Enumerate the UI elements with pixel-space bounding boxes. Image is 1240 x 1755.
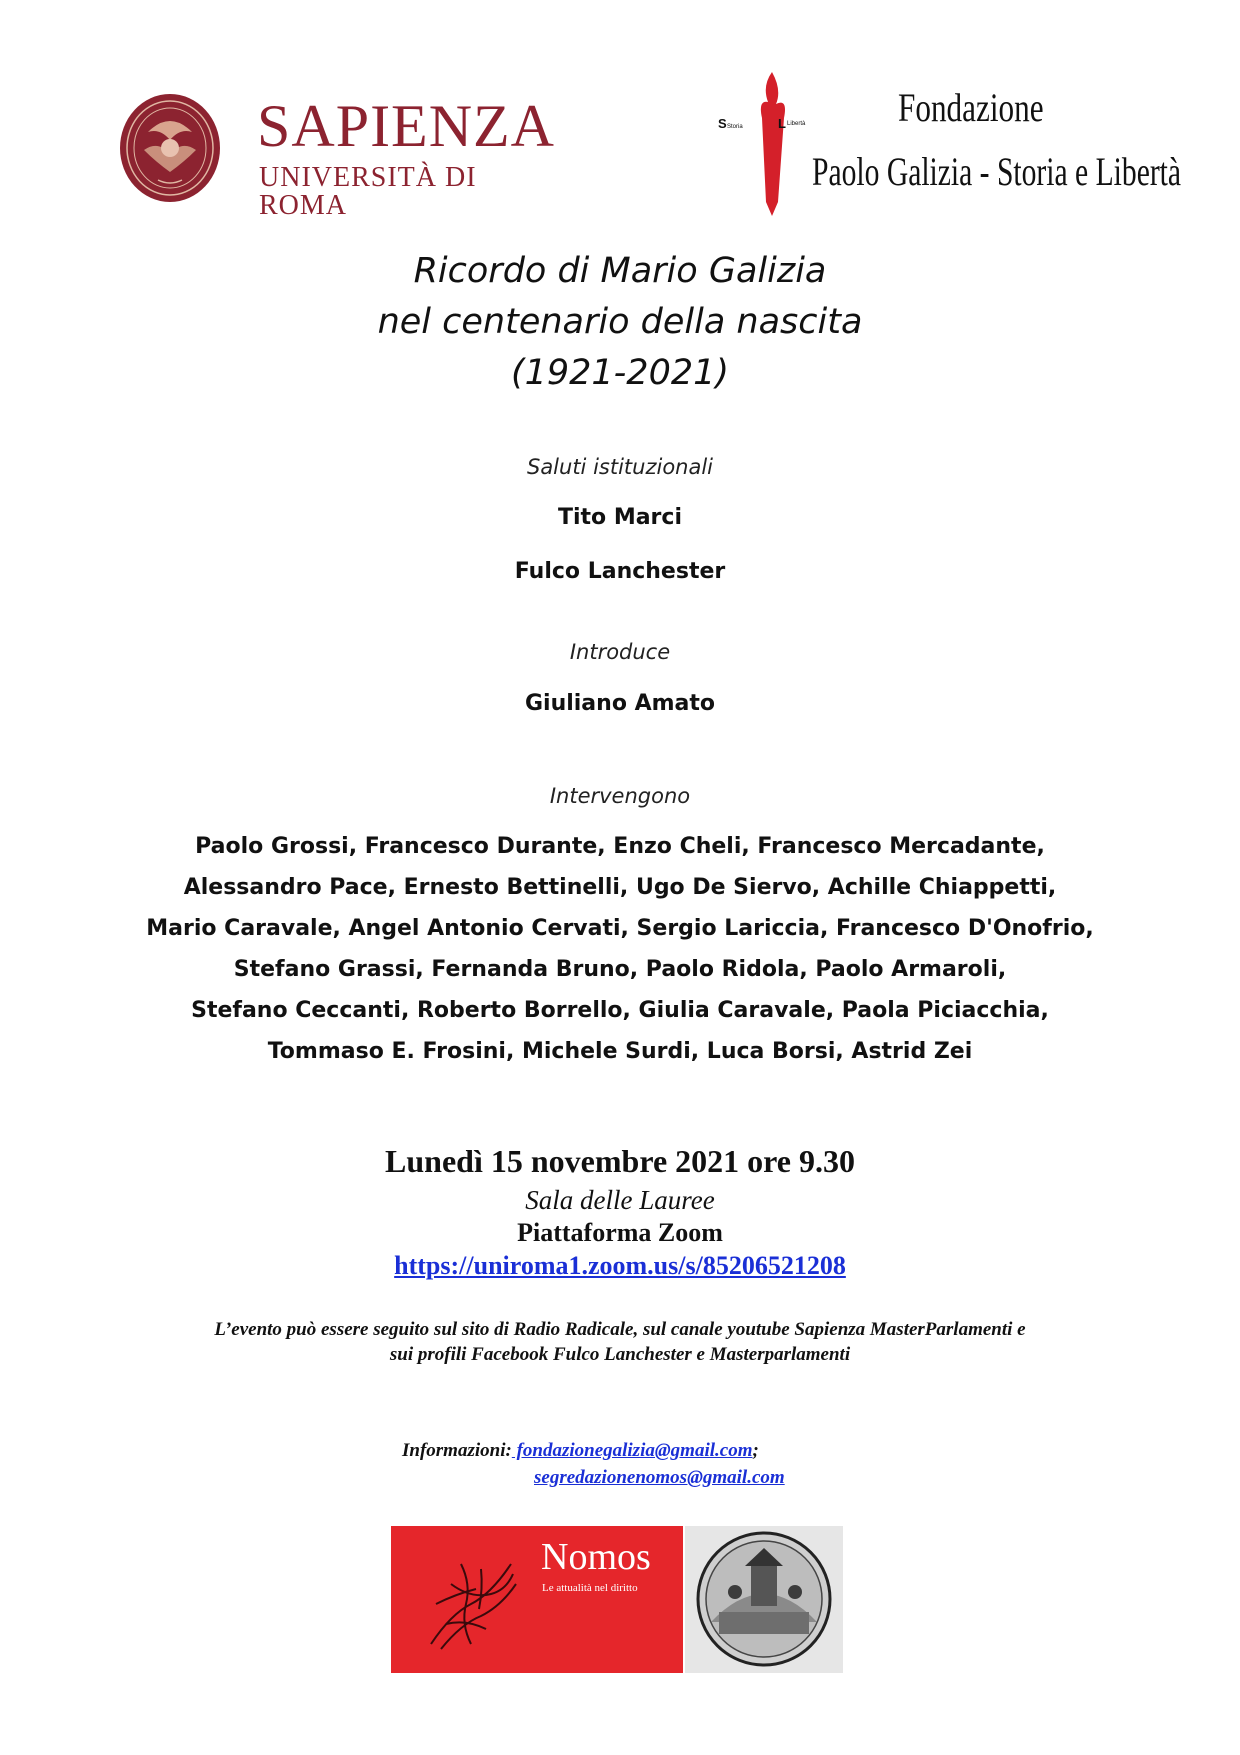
nomos-banner [391, 1526, 843, 1673]
fondazione-subtitle: Paolo Galizia - Storia e Libertà [812, 149, 1182, 194]
notice-line-1: L’evento può essere seguito sul sito di Radio Radicale, sul canale youtube Sapienza MasterParlamenti e [214, 1319, 1026, 1340]
sapienza-logo [118, 82, 556, 221]
mark-left-text: Storia [727, 124, 743, 130]
speakers-line: Stefano Ceccanti, Roberto Borrello, Giulia Caravale, Paola Piciacchia, [191, 998, 1049, 1023]
speakers-line: Tommaso E. Frosini, Michele Surdi, Luca Borsi, Astrid Zei [267, 1039, 973, 1064]
title-line-2: nel centenario della nascita [377, 302, 863, 342]
email-fondazione-link[interactable]: fondazionegalizia@gmail.com [511, 1440, 753, 1461]
introduce-label: Introduce [569, 640, 671, 664]
introduce-name: Giuliano Amato [524, 691, 716, 716]
svg-text:L: L [778, 116, 786, 131]
engraving-icon [685, 1526, 843, 1673]
nomos-engraving-image [685, 1526, 843, 1673]
svg-text:S: S [718, 116, 727, 131]
event-venue: Sala delle Lauree [525, 1185, 715, 1215]
speakers-line: Mario Caravale, Angel Antonio Cervati, Sergio Lariccia, Francesco D'Onofrio, [146, 916, 1094, 941]
intervengono-label: Intervengono [549, 784, 691, 808]
sapienza-name: SAPIENZA [257, 93, 556, 159]
saluti-label: Saluti istituzionali [526, 455, 714, 479]
info-separator: ; [752, 1440, 759, 1461]
fondazione-logo [712, 70, 1182, 220]
fondazione-torch-icon [712, 70, 822, 218]
saluti-name-2: Fulco Lanchester [514, 559, 726, 584]
sapienza-seal-icon [118, 92, 222, 204]
mark-right-text: Libertà [787, 121, 806, 127]
fondazione-title: Fondazione [898, 85, 1044, 130]
event-platform: Piattaforma Zoom [517, 1218, 723, 1247]
title-line-1: Ricordo di Mario Galizia [413, 251, 827, 291]
nomos-tagline: Le attualità nel diritto [542, 1582, 638, 1594]
speakers-line: Alessandro Pace, Ernesto Bettinelli, Ugo De Siervo, Achille Chiappetti, [183, 875, 1057, 900]
email-nomos-link[interactable]: segredazionenomos@gmail.com [534, 1467, 785, 1488]
sapienza-subtitle: UNIVERSITÀ DI ROMA [259, 162, 477, 221]
info-label: Informazioni: [402, 1440, 512, 1461]
speakers-line: Paolo Grossi, Francesco Durante, Enzo Cheli, Francesco Mercadante, [195, 834, 1045, 859]
nomos-red-panel [391, 1526, 683, 1673]
speakers-line: Stefano Grassi, Fernanda Bruno, Paolo Ridola, Paolo Armaroli, [233, 957, 1007, 982]
zoom-link[interactable]: https://uniroma1.zoom.us/s/85206521208 [394, 1251, 846, 1280]
notice-line-2: sui profili Facebook Fulco Lanchester e Masterparlamenti [389, 1344, 851, 1365]
saluti-name-1: Tito Marci [557, 505, 682, 530]
nomos-name: Nomos [541, 1536, 651, 1578]
event-date: Lunedì 15 novembre 2021 ore 9.30 [385, 1143, 855, 1179]
title-line-3: (1921-2021) [510, 353, 730, 393]
nomos-hand-icon [421, 1544, 521, 1659]
